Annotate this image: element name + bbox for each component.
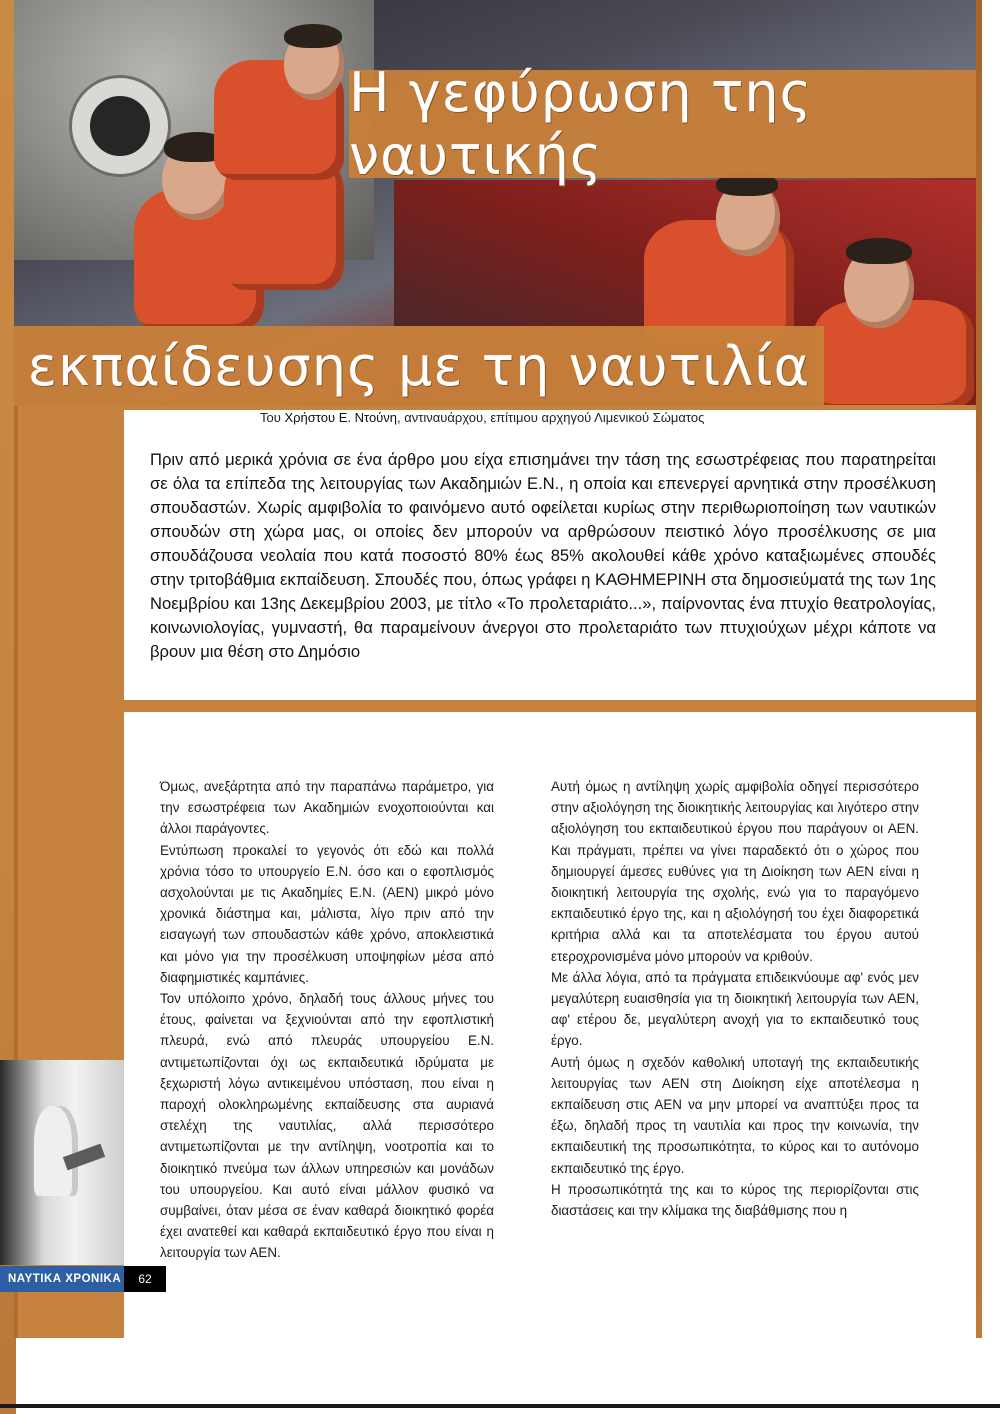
right-paragraph: Με άλλα λόγια, από τα πράγματα επιδεικνύουμε αφ' ενός μεν μεγαλύτερη ευαισθησία για τη διοικητική λειτουργία των ΑΕΝ, αφ' ετέρου δε, μεγαλύτερη ανοχή για το εκπαιδευτικό τους έργο.	[551, 969, 919, 1049]
photo-lifebuoy-tire	[72, 78, 168, 174]
byline-prefix: Του	[260, 410, 281, 425]
intro-paragraph: Πριν από μερικά χρόνια σε ένα άρθρο μου είχα επισημάνει την τάση της εσωστρέφειας που παρατηρείται σε όλα τα επίπεδα της λειτουργίας των Ακαδημιών Ε.Ν., η οποία και επενεργεί αρνητικά στην προσέλκυση σπουδαστών. Χωρίς αμφιβολία το φαινόμενο αυτό οφείλεται κυρίως στην περιθωριοποίηση των ναυτικών σπουδών στη χώρα μας, οι οποίες δεν μπορούν να αρθρώσουν πειστικό λόγο προσέλκυσης σε μια σπουδάζουσα νεολαία που κατά ποσοστό 80% έως 85% ακολουθεί κάθε χρόνο καταξιωμένες σπουδές στην τριτοβάθμια εκπαίδευση. Σπουδές που, όπως γράφει η ΚΑΘΗΜΕΡΙΝΗ στα δημοσιεύματά της των 1ης Νοεμβρίου και 13ης Δεκεμβρίου 2003, με τίτλο «Το προλεταριάτο...», παίρνοντας ένα πτυχίο θεατρολογίας, κοινωνιολογίας, γυμναστή, θα παραμείνουν άνεργοι στο προλεταριάτο των πτυχιούχων μέχρι κάποτε να βρουν μια θέση στο Δημόσιο	[150, 450, 936, 661]
right-paragraph: Αυτή όμως η αντίληψη χωρίς αμφιβολία οδηγεί περισσότερο στην αξιολόγηση της διοικητικής λειτουργίας και λιγότερο στην αξιολόγηση του εκπαιδευτικού έργου που παράγουν οι ΑΕΝ. Και πράγματι, πρέπει να γίνει παραδεκτό ότι ο χώρος που δημιουργεί άμεσες ευθύνες για τη Διοίκηση των ΑΕΝ είναι η διοικητική λειτουργία της σχολής, ενώ για το παραγόμενο εκπαιδευτικό έργο της, και η αξιολόγησή του έχει διαφορετικά κριτήρια αλλά και τα αποτελέσματα του έργου αυτού ετεροχρονισμένα μόνο μπορούν να κριθούν.	[551, 779, 919, 964]
side-photo-person	[34, 1106, 78, 1196]
bottom-rule	[0, 1404, 1000, 1408]
byline-role: αντιναυάρχου, επίτιμου αρχηγού Λιμενικού Σώματος	[404, 410, 705, 425]
footer-page-number: 62	[124, 1266, 166, 1292]
photo-person-3-hair	[284, 24, 342, 48]
left-paragraph: Τον υπόλοιπο χρόνο, δηλαδή τους άλλους μήνες του έτους, φαίνεται να ξεχνιούνται από την εφοπλιστική πλευρά, ενώ από πλευράς υπουργείου Ε.Ν. αντιμετωπίζονται όχι ως εκπαιδευτικά ιδρύματα με ξεχωριστή λόγω αντικειμένου υπόσταση, που είναι η παροχή ολοκληρωμένης εκπαίδευσης στα αυριανά στελέχη της ναυτιλίας, αλλά περισσότερο αντιμετωπίζονται με την αντίληψη, νοοτροπία και το διοικητικό πνεύμα των άλλων υπηρεσιών και μονάδων του υπουργείου. Και αυτό είναι μάλλον φυσικό να συμβαίνει, όταν μέσα σε έναν καθαρά διοικητικό φορέα έχει ανατεθεί και καθαρά εκπαιδευτικό έργο που είναι η λειτουργία των ΑΕΝ.	[160, 991, 494, 1261]
right-paragraph: Η προσωπικότητά της και το κύρος της περιορίζονται στις διαστάσεις και την κλίμακα της διαβάθμισης που η	[551, 1181, 919, 1219]
title-band-bottom	[14, 326, 824, 406]
title-line-1: Η γεφύρωση της ναυτικής	[349, 61, 813, 187]
left-paragraph: Εντύπωση προκαλεί το γεγονός ότι εδώ και πολλά χρόνια τόσο το υπουργείο Ε.Ν. όσο και ο εφοπλισμός ασχολούνται με τις Ακαδημίες Ε.Ν. (ΑΕΝ) μικρό μόνο χρονικά διάστημα και, μάλιστα, λίγο πριν από την εισαγωγή των σπουδαστών κάθε χρόνο, αποκλειστικά και μόνο για την προσέλκυση υποψηφίων μέσα από διαφημιστικές καμπάνιες.	[160, 842, 494, 985]
footer-magazine-name: ΝΑΥΤΙΚΑ ΧΡΟΝΙΚΑ	[8, 1273, 122, 1285]
article-column-right	[551, 776, 919, 1221]
byline-author: Χρήστου Ε. Ντούνη,	[284, 410, 401, 425]
photo-person-5-hair	[846, 238, 912, 264]
side-photo-lab	[0, 1060, 124, 1265]
byline	[260, 410, 960, 425]
article-column-left	[160, 776, 494, 1264]
left-paragraph: Όμως, ανεξάρτητα από την παραπάνω παράμετρο, για την εσωστρέφεια των Ακαδημιών ενοχοποιούνται και άλλοι παράγοντες.	[160, 779, 494, 837]
title-band-top	[349, 61, 976, 187]
right-paragraph: Αυτή όμως η σχεδόν καθολική υποταγή της εκπαιδευτικής λειτουργίας των ΑΕΝ στη Διοίκηση είχε αποτέλεσμα η εκπαίδευση στις ΑΕΝ να μην μπορεί να αναπτύξει προς τα έξω, δηλαδή προς τη ναυτιλία και προς την κοινωνία, την εκπαιδευτική της προσωπικότητα, το κύρος και το αυτόνομο εκπαιδευτικό της έργο.	[551, 1054, 919, 1176]
title-line-2: εκπαίδευσης με τη ναυτιλία	[27, 334, 811, 398]
footer-magazine-tab	[0, 1266, 124, 1292]
